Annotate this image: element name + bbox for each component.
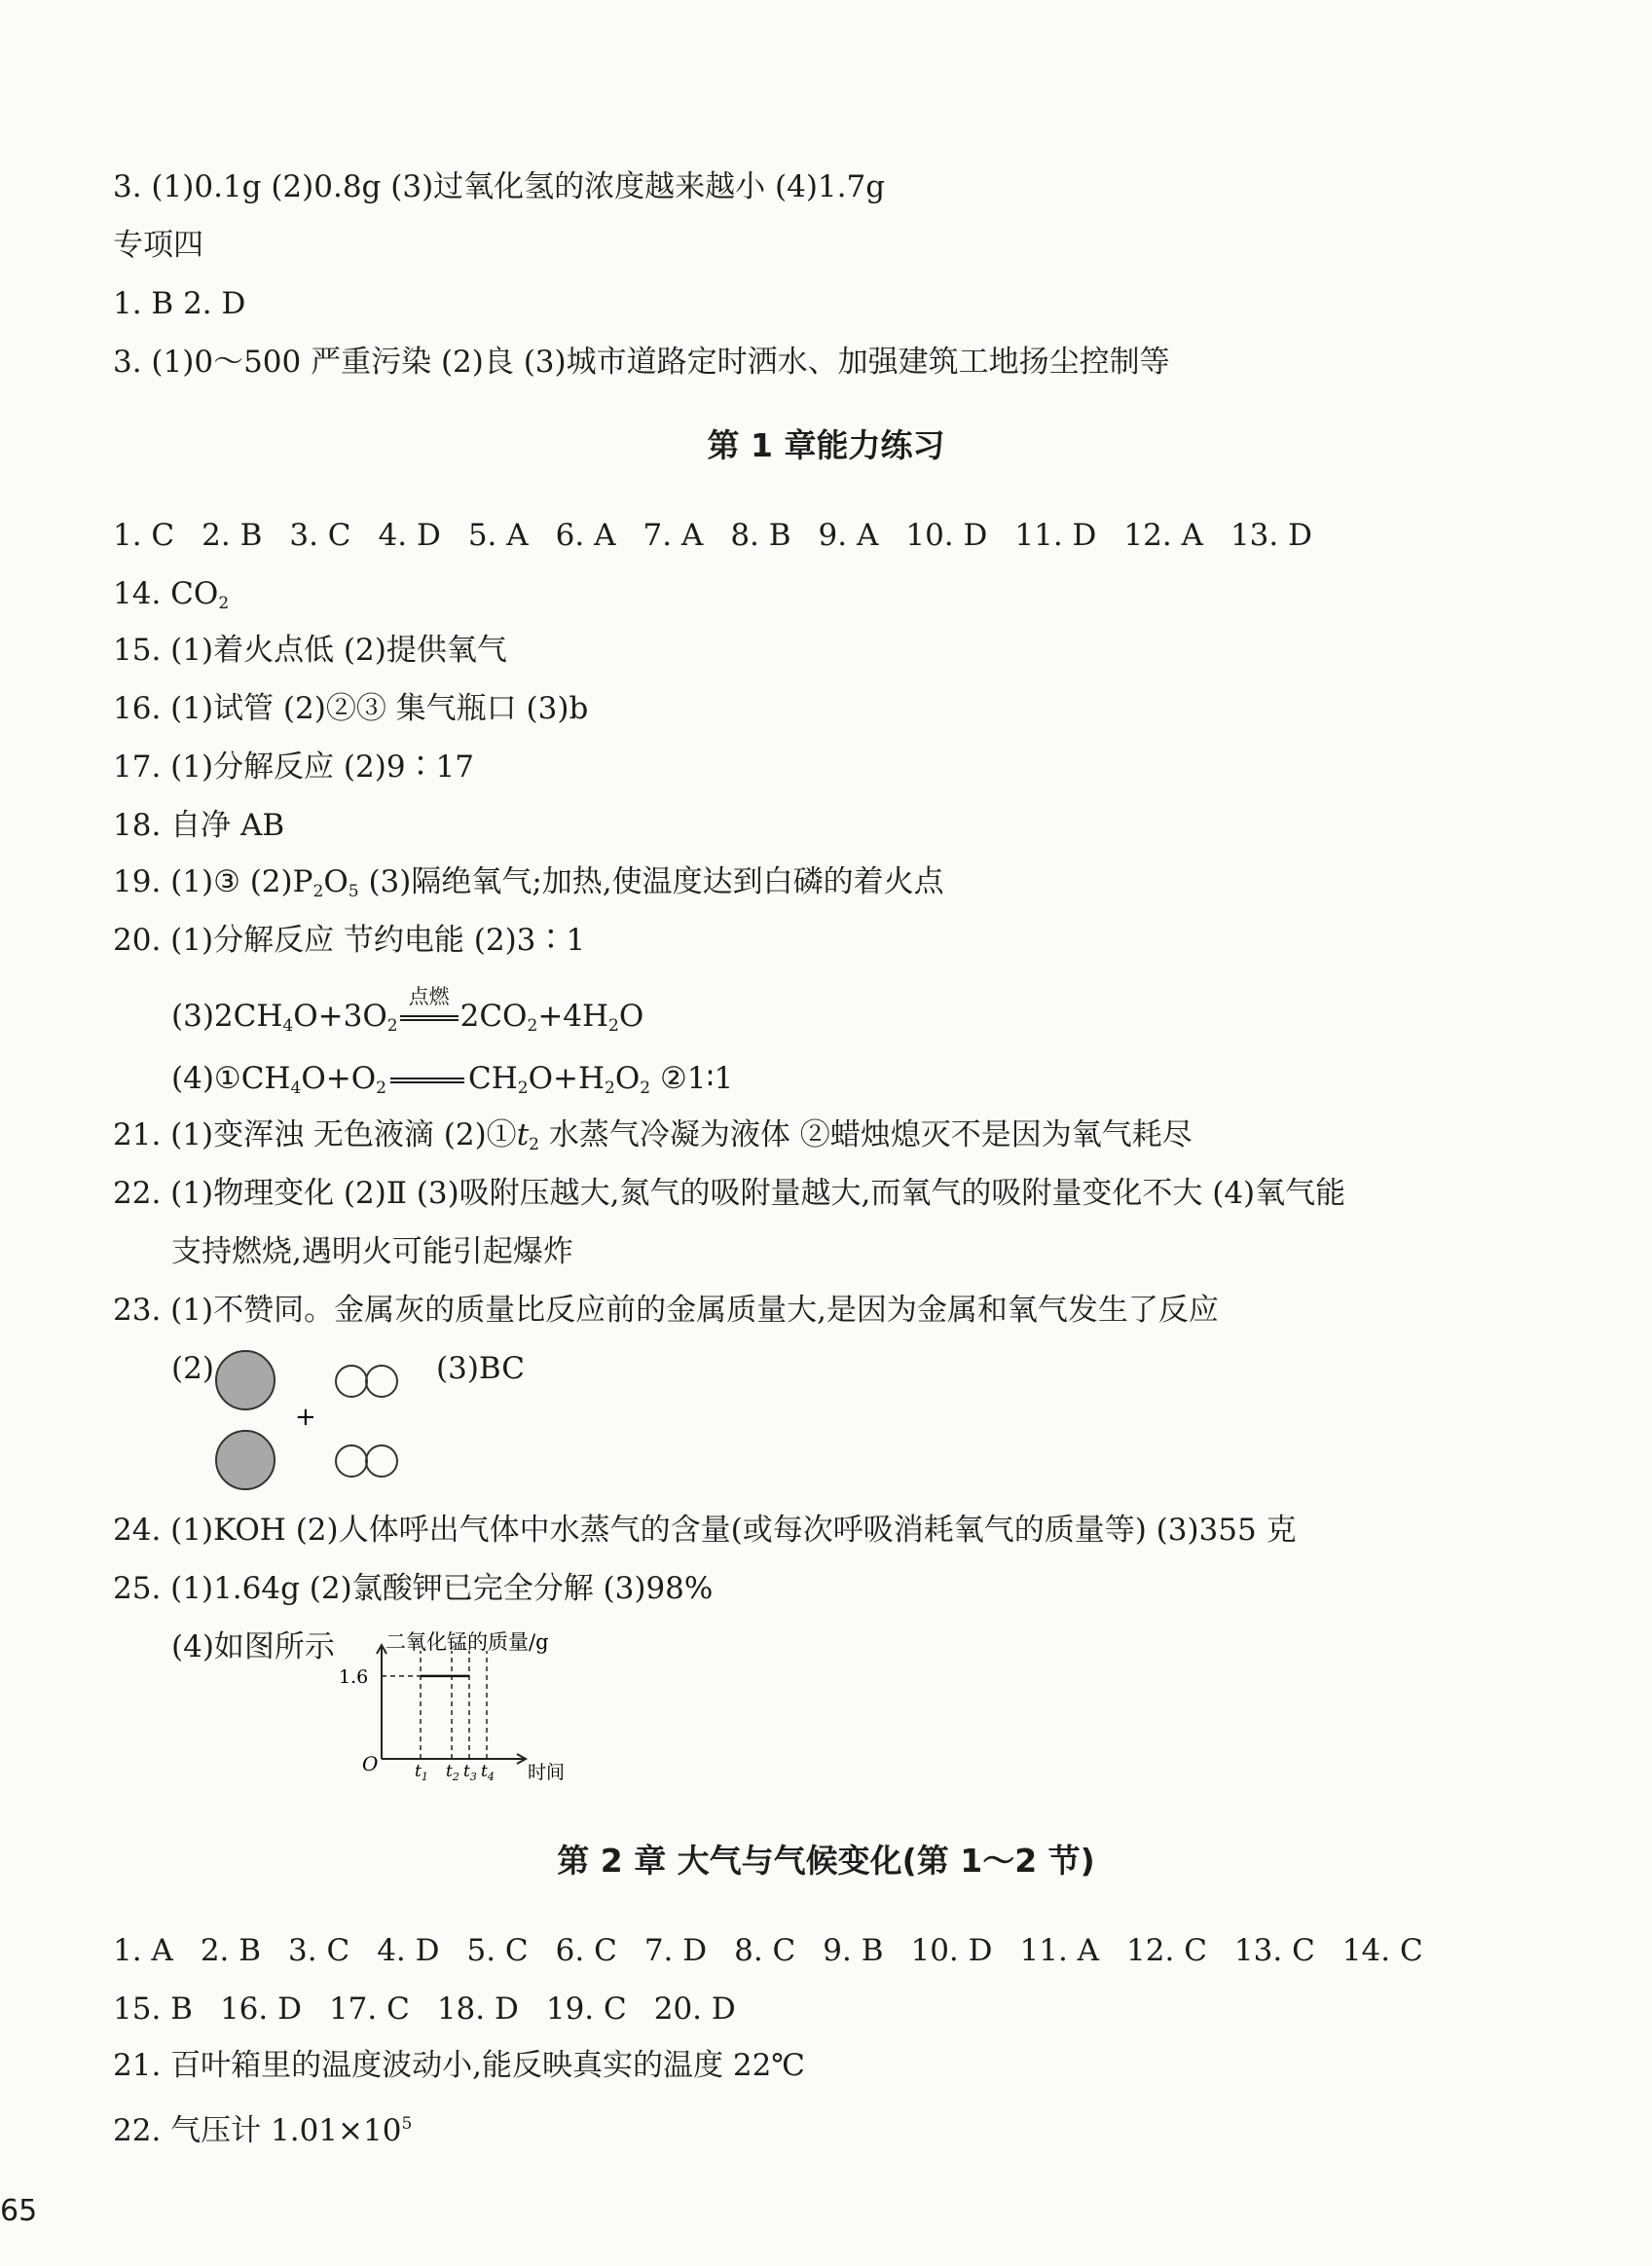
- answer-line: 16. (1)试管 (2)②③ 集气瓶口 (3)b: [113, 691, 589, 726]
- mc-answers-row: [113, 516, 1340, 555]
- subscript: 4: [282, 1015, 294, 1036]
- oxygen-atom-icon: [366, 1366, 397, 1397]
- text: O: [618, 999, 644, 1034]
- mc-answer: 4. D: [377, 1933, 440, 1968]
- answer-line: 15. (1)着火点低 (2)提供氧气: [113, 633, 507, 668]
- answer-line: 24. (1)KOH (2)人体呼出气体中水蒸气的含量(或每次呼吸消耗氧气的质量等) (3)355 克: [113, 1513, 1297, 1548]
- text: 21. (1)变浑浊 无色液滴 (2)①: [113, 1117, 517, 1152]
- mc-answer: 7. A: [642, 518, 704, 553]
- condition-label: 点燃: [408, 985, 450, 1008]
- answer-line: [113, 1115, 1193, 1164]
- answer-line: [113, 862, 944, 911]
- mc-answer: 2. B: [202, 518, 263, 553]
- mc-answer: 18. D: [436, 1992, 519, 2027]
- subscript: 4: [290, 1078, 302, 1098]
- mc-answer: 17. C: [328, 1992, 410, 2027]
- x-tick-label: $t_1$: [415, 1762, 428, 1783]
- subscript: 2: [386, 1015, 398, 1036]
- mc-answer: 12. A: [1123, 518, 1203, 553]
- mc-answer: 4. D: [378, 518, 441, 553]
- answer-line: 支持燃烧,遇明火可能引起爆炸: [171, 1234, 573, 1269]
- text: (3)隔绝氧气;加热,使温度达到白磷的着火点: [358, 864, 944, 899]
- mc-answer: 13. C: [1233, 1933, 1315, 1968]
- mc-answer: 6. A: [555, 518, 616, 553]
- equation: [171, 1059, 733, 1108]
- mc-answer: 16. D: [219, 1992, 302, 2027]
- answer-line: 17. (1)分解反应 (2)9∶17: [113, 749, 475, 785]
- mc-answers-row: [113, 1931, 1450, 1970]
- answer-line: (4)如图所示: [171, 1629, 335, 1664]
- mc-answer: 5. C: [466, 1933, 529, 1968]
- chapter-heading: 第 1 章能力练习: [707, 426, 945, 464]
- subscript: 2: [527, 1015, 538, 1036]
- answer-text: (3)BC: [436, 1351, 525, 1386]
- mc-answer: 11. D: [1014, 518, 1097, 553]
- text: O: [323, 864, 349, 899]
- mc-answer: 8. B: [730, 518, 791, 553]
- text: O+3O: [293, 999, 387, 1034]
- x-tick-subscript: 4: [487, 1771, 495, 1783]
- mc-answer: 1. A: [113, 1933, 173, 1968]
- mc-answer: 9. A: [818, 518, 879, 553]
- x-tick-label: $t_2$: [446, 1762, 459, 1783]
- subscript: 2: [605, 1078, 615, 1098]
- metal-atom-icon: [216, 1431, 275, 1489]
- text: O: [614, 1061, 641, 1096]
- mc-answer: 11. A: [1019, 1933, 1100, 1968]
- text: O+O: [301, 1061, 377, 1096]
- text: +4H: [537, 999, 609, 1034]
- metal-atom-icon: [216, 1351, 275, 1409]
- answer-line: 22. (1)物理变化 (2)Ⅱ (3)吸附压越大,氮气的吸附量越大,而氧气的吸附量变化不大 (4)氧气能: [113, 1176, 1346, 1211]
- answer-line: 18. 自净 AB: [113, 808, 285, 843]
- subscript: 2: [376, 1078, 386, 1098]
- x-tick-subscript: 3: [469, 1771, 477, 1783]
- mc-answer: 14. C: [1341, 1933, 1423, 1968]
- mc-answer: 9. B: [823, 1933, 884, 1968]
- reaction-condition: [400, 985, 459, 1036]
- mc-answer: 10. D: [910, 1933, 993, 1968]
- answer-line: 25. (1)1.64g (2)氯酸钾已完全分解 (3)98%: [113, 1571, 714, 1606]
- subscript: 2: [640, 1078, 651, 1098]
- formula: CO: [170, 576, 219, 611]
- text: 22. 气压计 1.01×10: [113, 2112, 402, 2148]
- answer-line: 1. B 2. D: [113, 286, 246, 321]
- equals-sign: [390, 1077, 464, 1084]
- mc-answer: 10. D: [905, 518, 988, 553]
- origin-label: O: [362, 1752, 379, 1775]
- mno2-mass-chart: [331, 1626, 584, 1791]
- subscript: 2: [529, 1134, 539, 1154]
- mc-answer: 20. D: [653, 1992, 736, 2027]
- mc-answer: 3. C: [288, 1933, 350, 1968]
- text: CH: [467, 1061, 518, 1096]
- answer-line: 3. (1)0.1g (2)0.8g (3)过氧化氢的浓度越来越小 (4)1.7g: [113, 169, 886, 204]
- answer-line: 21. 百叶箱里的温度波动小,能反映真实的温度 22℃: [113, 2048, 805, 2083]
- superscript: 5: [401, 2114, 413, 2134]
- x-axis-label: 时间: [528, 1762, 566, 1783]
- mc-answer: 2. B: [200, 1933, 262, 1968]
- mc-answers-row: [113, 1990, 763, 2028]
- text: O+H: [528, 1061, 606, 1096]
- text: 2CO: [459, 999, 528, 1034]
- text: ②1∶1: [650, 1061, 734, 1096]
- y-axis-label: 二氧化锰的质量/g: [385, 1630, 549, 1654]
- oxygen-atom-icon: [336, 1445, 367, 1477]
- text: (3)2CH: [171, 999, 283, 1034]
- oxygen-atom-icon: [366, 1445, 397, 1477]
- equation: [171, 985, 644, 1045]
- oxygen-atom-icon: [336, 1366, 367, 1397]
- section-label: 专项四: [113, 228, 203, 263]
- subscript: 5: [348, 881, 359, 901]
- text: 19. (1)③ (2)P: [113, 864, 313, 899]
- answer-line: 23. (1)不赞同。金属灰的质量比反应前的金属质量大,是因为金属和氧气发生了反应: [113, 1293, 1219, 1328]
- mc-answer: 12. C: [1126, 1933, 1207, 1968]
- mc-answer: 5. A: [467, 518, 529, 553]
- answer-line: [113, 574, 229, 623]
- variable: t: [516, 1117, 530, 1152]
- answer-line: 20. (1)分解反应 节约电能 (2)3∶1: [113, 923, 586, 958]
- subscript: 2: [517, 1078, 529, 1098]
- answer-line: [113, 2104, 412, 2150]
- x-tick-label: $t_3$: [463, 1762, 477, 1783]
- answer-line: 3. (1)0～500 严重污染 (2)良 (3)城市道路定时洒水、加强建筑工地扬尘控制等: [113, 345, 1170, 380]
- page-number: 65: [0, 2194, 38, 2228]
- x-tick-label: $t_4$: [481, 1762, 495, 1783]
- question-number: 14.: [113, 576, 162, 611]
- subscript: 2: [218, 593, 230, 613]
- plus-sign: +: [295, 1403, 316, 1432]
- y-tick-label: 1.6: [339, 1665, 369, 1688]
- chapter-heading: 第 2 章 大气与气候变化(第 1～2 节): [557, 1842, 1095, 1880]
- mc-answer: 15. B: [113, 1992, 193, 2027]
- text: 水蒸气冷凝为液体 ②蜡烛熄灭不是因为氧气耗尽: [539, 1117, 1193, 1152]
- x-tick-subscript: 2: [452, 1771, 459, 1783]
- mc-answer: 1. C: [113, 518, 175, 553]
- mc-answer: 8. C: [734, 1933, 796, 1968]
- subscript: 2: [312, 881, 324, 901]
- text: (4)①CH: [171, 1061, 291, 1096]
- equals-sign: [400, 1014, 459, 1022]
- mc-answer: 13. D: [1230, 518, 1312, 553]
- mc-answer: 19. C: [545, 1992, 627, 2027]
- sub-answer-label: (2): [171, 1351, 214, 1386]
- subscript: 2: [608, 1015, 619, 1036]
- x-tick-subscript: 1: [421, 1771, 428, 1783]
- mc-answer: 7. D: [643, 1933, 708, 1968]
- mc-answer: 3. C: [289, 518, 351, 553]
- particle-diagram: [212, 1347, 426, 1493]
- mc-answer: 6. C: [555, 1933, 617, 1968]
